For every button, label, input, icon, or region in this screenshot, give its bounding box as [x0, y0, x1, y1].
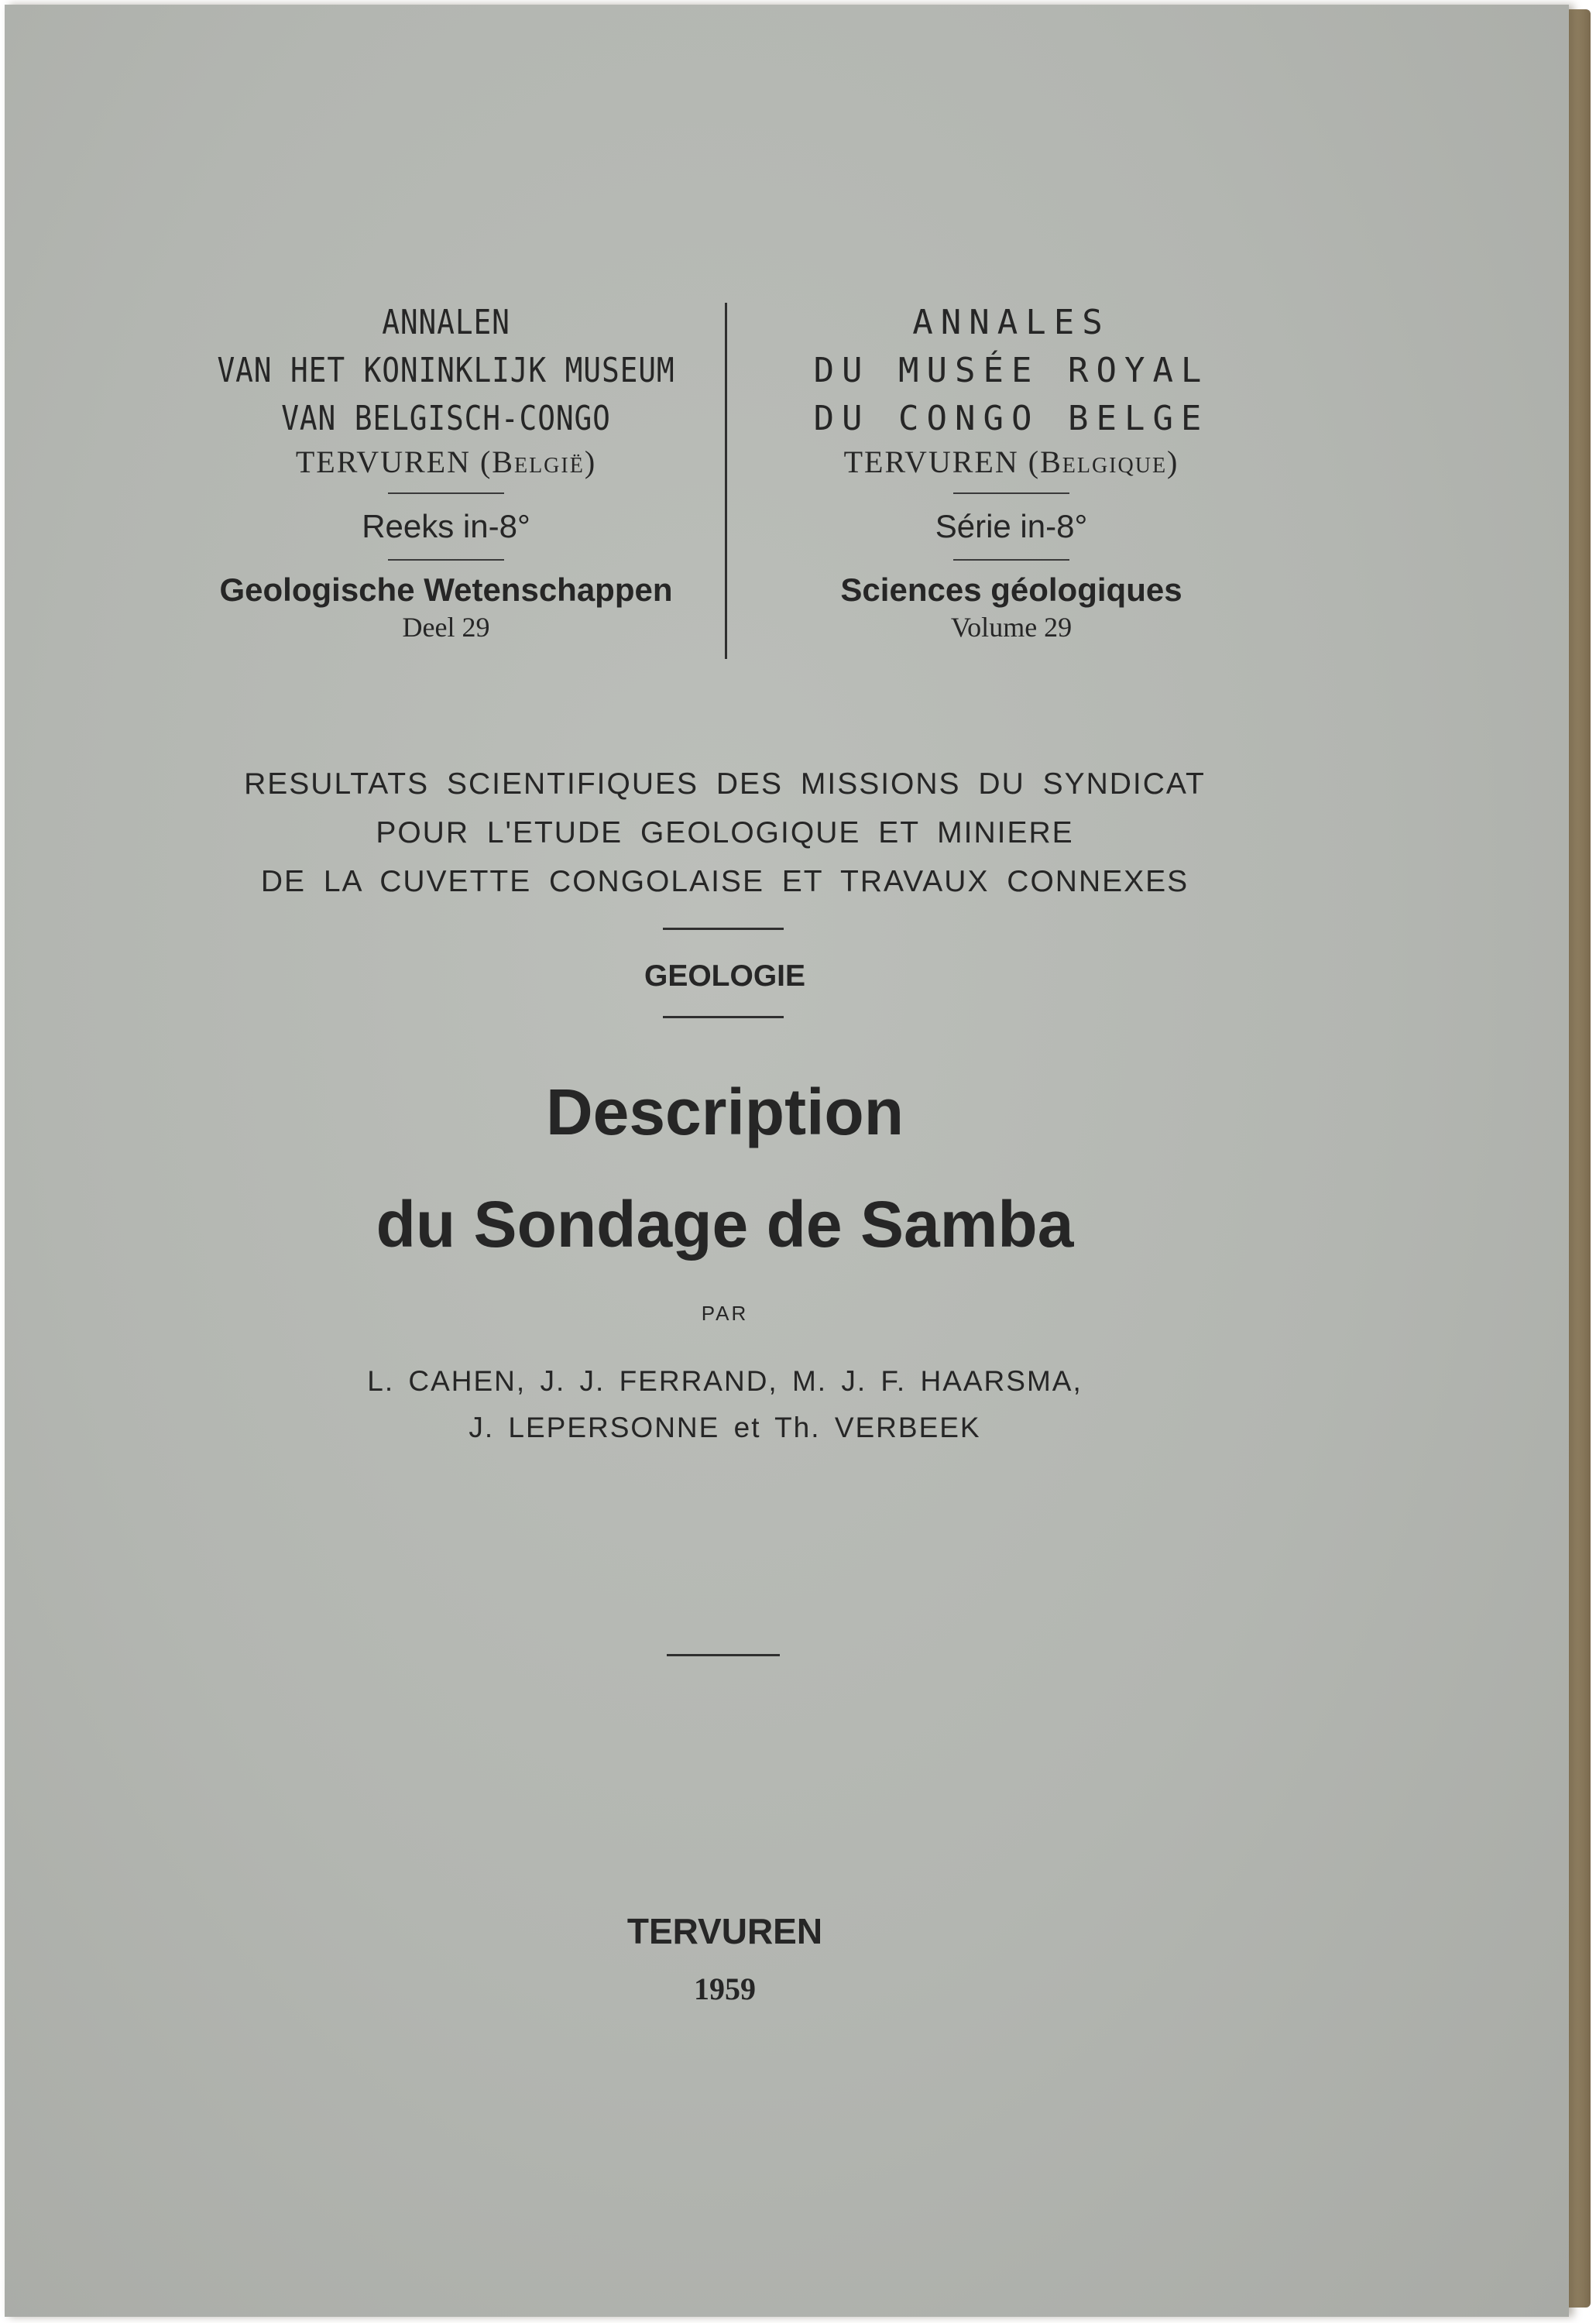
french-volume: Volume 29 — [950, 612, 1073, 643]
missions-line: POUR L'ETUDE GEOLOGIQUE ET MINIERE — [376, 816, 1074, 849]
section-rule-bottom — [663, 1016, 784, 1018]
flemish-volume: Deel 29 — [402, 612, 490, 643]
french-series: Série in-8° — [935, 508, 1088, 544]
flemish-city: TERVUREN — [295, 444, 471, 479]
flemish-museum-name: VAN HET KONINKLIJK MUSEUM — [217, 351, 675, 390]
flemish-series: Reeks in-8° — [362, 508, 530, 544]
flemish-rule-1 — [388, 492, 504, 494]
flemish-discipline: Geologische Wetenschappen — [219, 571, 673, 608]
french-place — [717, 443, 1306, 482]
missions-heading — [5, 760, 1445, 906]
french-header — [717, 299, 1306, 646]
by-label: PAR — [701, 1302, 749, 1325]
book-title-line-2: du Sondage de Samba — [376, 1188, 1074, 1261]
french-rule-2 — [953, 559, 1069, 561]
front-cover — [5, 5, 1569, 2317]
authors-line-1: L. CAHEN, J. J. FERRAND, M. J. F. HAARSMA, — [367, 1365, 1083, 1397]
flemish-header — [152, 299, 740, 646]
book-title-line-1: Description — [545, 1076, 904, 1148]
french-museum-name: DU MUSÉE ROYAL — [813, 351, 1210, 390]
missions-line: RESULTATS SCIENTIFIQUES DES MISSIONS DU SYNDICAT — [244, 767, 1206, 801]
french-discipline: Sciences géologiques — [840, 571, 1182, 608]
french-rule-1 — [953, 492, 1069, 494]
publication-year: 1959 — [694, 1971, 756, 2006]
french-country: (Belgique) — [1028, 444, 1179, 479]
missions-line: DE LA CUVETTE CONGOLAISE ET TRAVAUX CONNEXES — [260, 865, 1189, 898]
flemish-place — [152, 443, 740, 482]
flemish-colony-name: VAN BELGISCH-CONGO — [281, 399, 611, 438]
flemish-annals-title: ANNALEN — [382, 303, 510, 342]
french-annals-title: ANNALES — [912, 303, 1110, 342]
flemish-rule-2 — [388, 559, 504, 561]
publisher-city: TERVUREN — [626, 1911, 823, 1951]
french-city: TERVUREN — [843, 444, 1019, 479]
imprint-rule — [667, 1654, 780, 1656]
section-rule-top — [663, 928, 784, 930]
flemish-country: (Belgiё) — [479, 444, 597, 479]
section-label: GEOLOGIE — [644, 959, 806, 993]
french-colony-name: DU CONGO BELGE — [813, 399, 1210, 438]
authors-line-2: J. LEPERSONNE et Th. VERBEEK — [469, 1412, 981, 1443]
